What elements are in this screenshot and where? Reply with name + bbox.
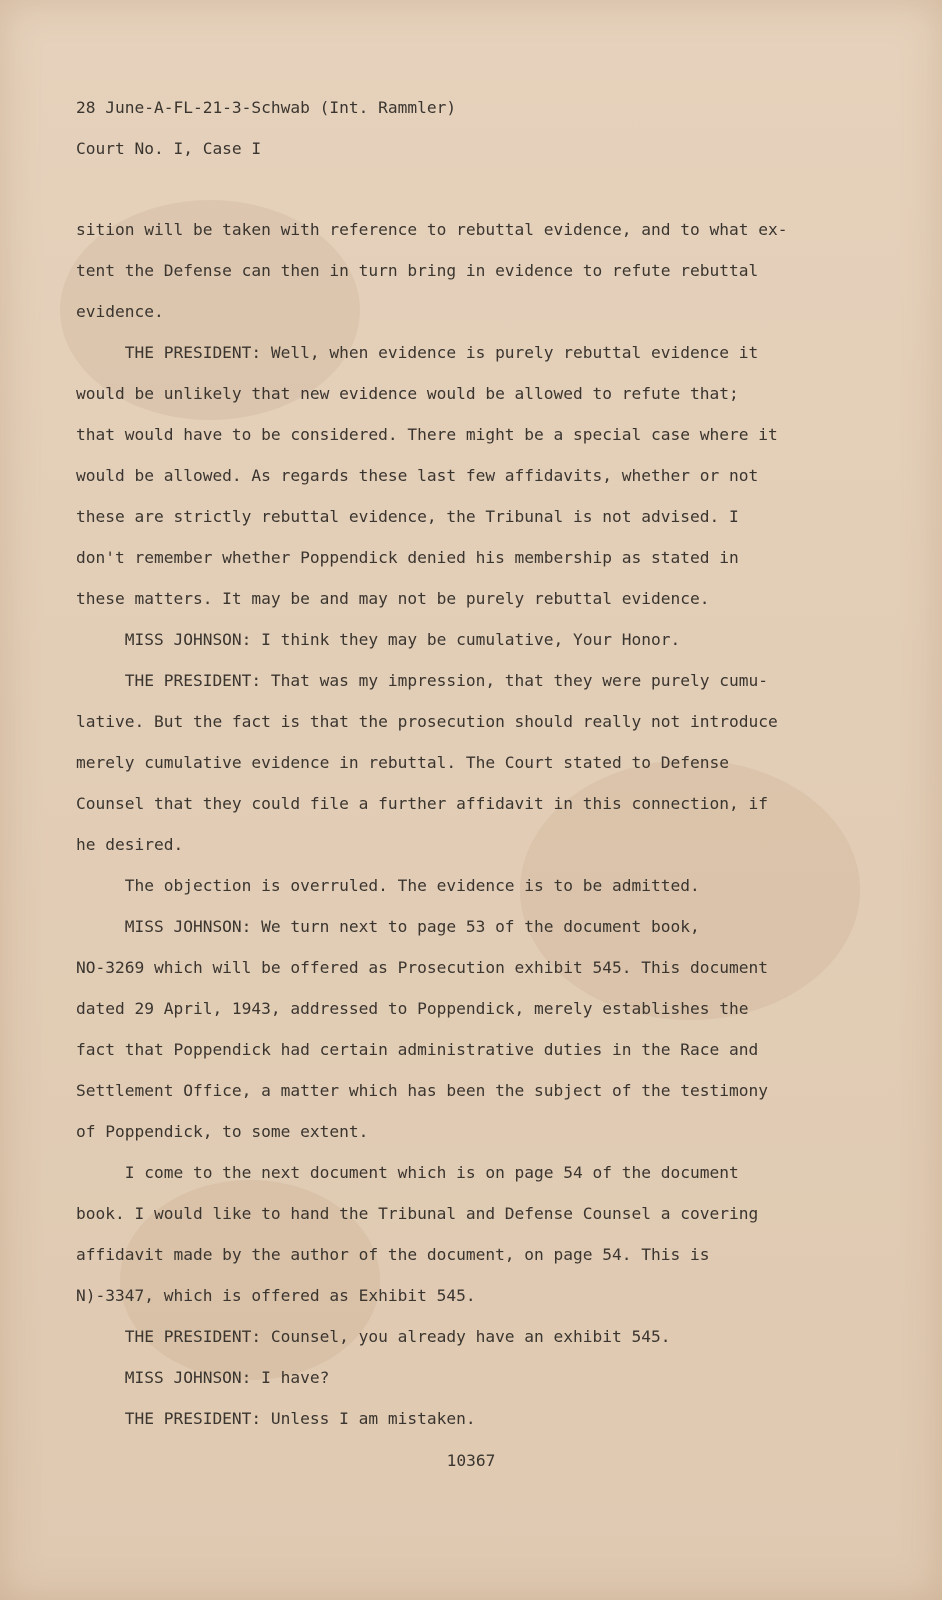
text-line: THE PRESIDENT: That was my impression, that they were purely cumu- [76, 671, 768, 690]
text-line: THE PRESIDENT: Unless I am mistaken. [76, 1409, 476, 1428]
text-line: Settlement Office, a matter which has been the subject of the testimony [76, 1081, 768, 1100]
text-line: I come to the next document which is on page 54 of the document [76, 1163, 739, 1182]
text-line: Counsel that they could file a further affidavit in this connection, if [76, 794, 768, 813]
text-line: he desired. [76, 835, 184, 854]
text-line: THE PRESIDENT: Counsel, you already have an exhibit 545. [76, 1327, 671, 1346]
text-line: sition will be taken with reference to rebuttal evidence, and to what ex- [76, 220, 788, 239]
text-line: don't remember whether Poppendick denied his membership as stated in [76, 548, 739, 567]
text-line: lative. But the fact is that the prosecution should really not introduce [76, 712, 778, 731]
text-line: MISS JOHNSON: I have? [76, 1368, 330, 1387]
text-line: evidence. [76, 302, 164, 321]
text-line: dated 29 April, 1943, addressed to Poppendick, merely establishes the [76, 999, 749, 1018]
text-line: merely cumulative evidence in rebuttal. The Court stated to Defense [76, 753, 729, 772]
header-case-reference: 28 June-A-FL-21-3-Schwab (Int. Rammler) [76, 98, 457, 117]
text-line: would be allowed. As regards these last few affidavits, whether or not [76, 466, 759, 485]
text-line: affidavit made by the author of the document, on page 54. This is [76, 1245, 710, 1264]
text-line: MISS JOHNSON: I think they may be cumulative, Your Honor. [76, 630, 681, 649]
text-line: THE PRESIDENT: Well, when evidence is purely rebuttal evidence it [76, 343, 759, 362]
text-line: NO-3269 which will be offered as Prosecution exhibit 545. This document [76, 958, 768, 977]
header-court: Court No. I, Case I [76, 139, 262, 158]
text-line: N)-3347, which is offered as Exhibit 545. [76, 1286, 476, 1305]
text-line: these matters. It may be and may not be purely rebuttal evidence. [76, 589, 710, 608]
text-line: The objection is overruled. The evidence is to be admitted. [76, 876, 700, 895]
text-line: book. I would like to hand the Tribunal and Defense Counsel a covering [76, 1204, 759, 1223]
text-line: that would have to be considered. There might be a special case where it [76, 425, 778, 444]
text-line: MISS JOHNSON: We turn next to page 53 of the document book, [76, 917, 700, 936]
text-line: of Poppendick, to some extent. [76, 1122, 369, 1141]
text-line: fact that Poppendick had certain administrative duties in the Race and [76, 1040, 759, 1059]
page-number: 10367 [446, 1451, 496, 1470]
text-line: would be unlikely that new evidence would be allowed to refute that; [76, 384, 739, 403]
text-line: tent the Defense can then in turn bring in evidence to refute rebuttal [76, 261, 759, 280]
text-line: these are strictly rebuttal evidence, the Tribunal is not advised. I [76, 507, 739, 526]
